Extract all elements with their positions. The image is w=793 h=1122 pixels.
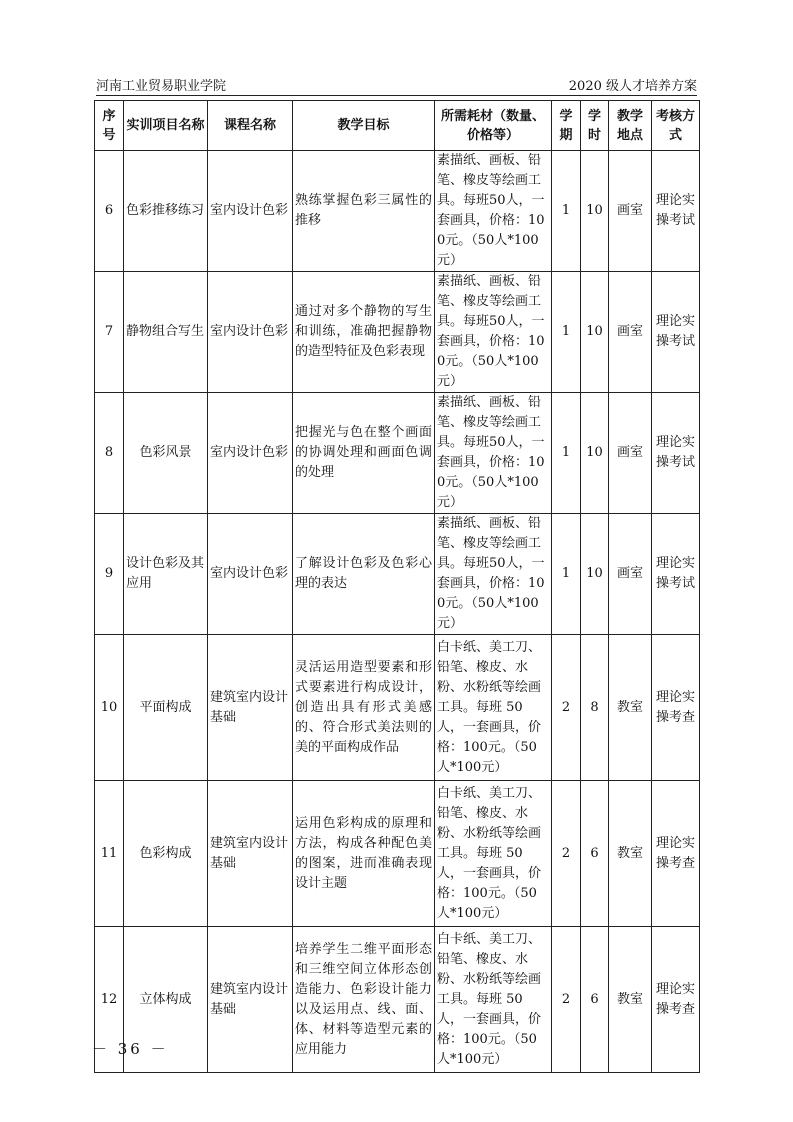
cell-course: 建筑室内设计基础 bbox=[208, 635, 293, 781]
table-row bbox=[95, 393, 700, 514]
cell-item: 色彩推移练习 bbox=[124, 151, 208, 272]
cell-place: 教室 bbox=[609, 781, 652, 927]
cell-goal: 熟练掌握色彩三属性的推移 bbox=[293, 151, 435, 272]
cell-assess: 理论实操考试 bbox=[652, 272, 700, 393]
cell-hours: 8 bbox=[581, 635, 609, 781]
table-row bbox=[95, 927, 700, 1073]
cell-no: 10 bbox=[95, 635, 124, 781]
cell-materials: 素描纸、画板、铅笔、橡皮等绘画工具。每班50人，一套画具，价格：100元。（50人*100元） bbox=[435, 514, 552, 635]
cell-materials: 白卡纸、美工刀、铅笔、橡皮、水粉、水粉纸等绘画工具。每班 50 人，一套画具，价格：100元。（50 人*100元） bbox=[435, 927, 552, 1073]
cell-course: 室内设计色彩 bbox=[208, 151, 293, 272]
cell-course: 室内设计色彩 bbox=[208, 514, 293, 635]
cell-materials: 白卡纸、美工刀、铅笔、橡皮、水粉、水粉纸等绘画工具。每班 50 人，一套画具，价格：100元。（50 人*100元） bbox=[435, 781, 552, 927]
table-header-row bbox=[95, 101, 700, 151]
cell-term: 1 bbox=[552, 514, 581, 635]
cell-term: 1 bbox=[552, 393, 581, 514]
cell-materials: 素描纸、画板、铅笔、橡皮等绘画工具。每班50人，一套画具，价格：100元。（50人*100元） bbox=[435, 151, 552, 272]
cell-materials: 素描纸、画板、铅笔、橡皮等绘画工具。每班50人，一套画具，价格：100元。（50人*100元） bbox=[435, 272, 552, 393]
cell-term: 2 bbox=[552, 781, 581, 927]
cell-item: 平面构成 bbox=[124, 635, 208, 781]
col-header-materials: 所需耗材（数量、价格等） bbox=[435, 101, 552, 151]
cell-item: 色彩构成 bbox=[124, 781, 208, 927]
cell-course: 建筑室内设计基础 bbox=[208, 927, 293, 1073]
table-row bbox=[95, 272, 700, 393]
col-header-hours: 学时 bbox=[581, 101, 609, 151]
cell-course: 建筑室内设计基础 bbox=[208, 781, 293, 927]
page-header bbox=[96, 75, 697, 95]
training-table bbox=[94, 100, 700, 1073]
col-header-assess: 考核方式 bbox=[652, 101, 700, 151]
cell-hours: 10 bbox=[581, 393, 609, 514]
cell-hours: 10 bbox=[581, 151, 609, 272]
cell-assess: 理论实操考查 bbox=[652, 927, 700, 1073]
cell-course: 室内设计色彩 bbox=[208, 393, 293, 514]
cell-no: 7 bbox=[95, 272, 124, 393]
cell-materials: 白卡纸、美工刀、铅笔、橡皮、水粉、水粉纸等绘画工具。每班 50 人，一套画具，价格：100元。（50 人*100元） bbox=[435, 635, 552, 781]
cell-item: 色彩风景 bbox=[124, 393, 208, 514]
cell-no: 11 bbox=[95, 781, 124, 927]
cell-goal: 通过对多个静物的写生和训练，准确把握静物的造型特征及色彩表现 bbox=[293, 272, 435, 393]
col-header-place: 教学地点 bbox=[609, 101, 652, 151]
header-doc-title: 2020 级人才培养方案 bbox=[568, 79, 697, 94]
cell-assess: 理论实操考查 bbox=[652, 635, 700, 781]
table-row bbox=[95, 781, 700, 927]
cell-hours: 6 bbox=[581, 781, 609, 927]
cell-term: 2 bbox=[552, 927, 581, 1073]
cell-goal: 灵活运用造型要素和形式要素进行构成设计，创造出具有形式美感的、符合形式美法则的美的平面构成作品 bbox=[293, 635, 435, 781]
cell-goal: 把握光与色在整个画面的协调处理和画面色调的处理 bbox=[293, 393, 435, 514]
cell-place: 画室 bbox=[609, 151, 652, 272]
cell-course: 室内设计色彩 bbox=[208, 272, 293, 393]
cell-place: 教室 bbox=[609, 927, 652, 1073]
cell-assess: 理论实操考试 bbox=[652, 514, 700, 635]
col-header-course: 课程名称 bbox=[208, 101, 293, 151]
cell-item: 立体构成 bbox=[124, 927, 208, 1073]
col-header-item: 实训项目名称 bbox=[124, 101, 208, 151]
cell-hours: 6 bbox=[581, 927, 609, 1073]
cell-hours: 10 bbox=[581, 514, 609, 635]
cell-goal: 培养学生二维平面形态和三维空间立体形态创造能力、色彩设计能力以及运用点、线、面、体、材料等造型元素的应用能力 bbox=[293, 927, 435, 1073]
header-school: 河南工业贸易职业学院 bbox=[96, 79, 227, 94]
cell-no: 8 bbox=[95, 393, 124, 514]
cell-no: 6 bbox=[95, 151, 124, 272]
col-header-no: 序号 bbox=[95, 101, 124, 151]
cell-assess: 理论实操考查 bbox=[652, 781, 700, 927]
cell-place: 画室 bbox=[609, 272, 652, 393]
cell-item: 设计色彩及其应用 bbox=[124, 514, 208, 635]
cell-goal: 了解设计色彩及色彩心理的表达 bbox=[293, 514, 435, 635]
table-row bbox=[95, 635, 700, 781]
cell-no: 9 bbox=[95, 514, 124, 635]
cell-term: 1 bbox=[552, 151, 581, 272]
cell-term: 1 bbox=[552, 272, 581, 393]
table-row bbox=[95, 151, 700, 272]
page-number: － 36 － bbox=[92, 1040, 169, 1058]
header-rule bbox=[96, 95, 697, 96]
cell-materials: 素描纸、画板、铅笔、橡皮等绘画工具。每班50人，一套画具，价格：100元。（50人*100元） bbox=[435, 393, 552, 514]
cell-item: 静物组合写生 bbox=[124, 272, 208, 393]
cell-place: 画室 bbox=[609, 393, 652, 514]
cell-goal: 运用色彩构成的原理和方法，构成各种配色美的图案，进而准确表现设计主题 bbox=[293, 781, 435, 927]
col-header-goal: 教学目标 bbox=[293, 101, 435, 151]
cell-term: 2 bbox=[552, 635, 581, 781]
cell-place: 画室 bbox=[609, 514, 652, 635]
cell-assess: 理论实操考试 bbox=[652, 393, 700, 514]
cell-hours: 10 bbox=[581, 272, 609, 393]
col-header-term: 学期 bbox=[552, 101, 581, 151]
cell-place: 教室 bbox=[609, 635, 652, 781]
cell-assess: 理论实操考试 bbox=[652, 151, 700, 272]
cell-no: 12 bbox=[95, 927, 124, 1073]
table-row bbox=[95, 514, 700, 635]
